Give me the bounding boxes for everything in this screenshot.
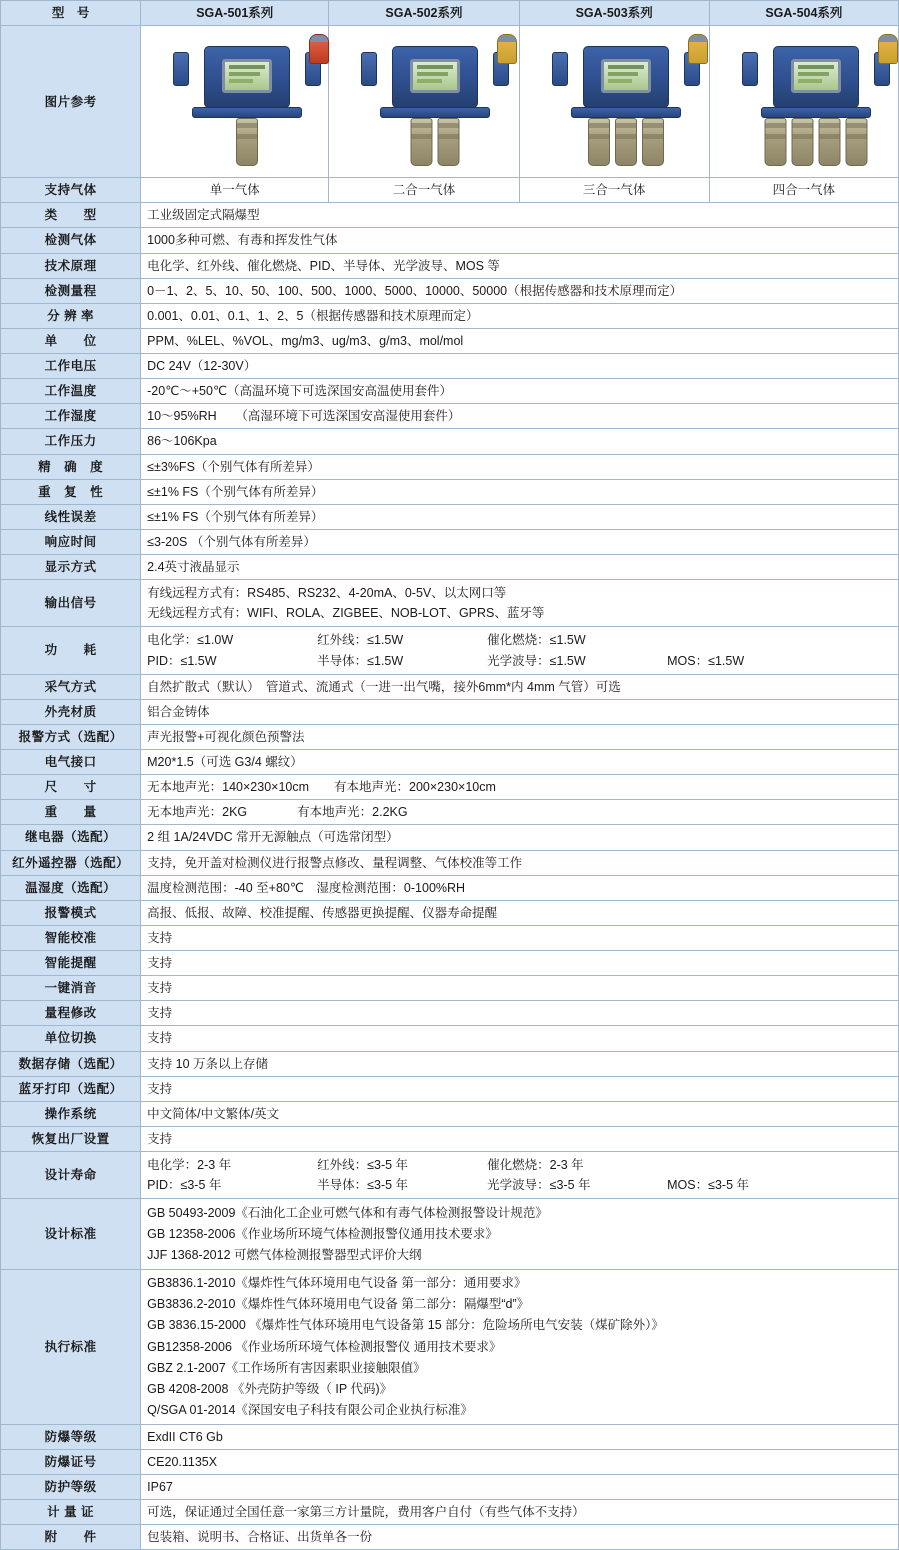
- table-row-one-key-mute: [1, 976, 899, 1001]
- row-value-working-voltage: DC 24V（12-30V）: [141, 354, 899, 379]
- row-label-ir-remote: 红外遥控器（选配）: [1, 850, 141, 875]
- row-value-alarm-mode: 高报、低报、故障、校准提醒、传感器更换提醒、仪器寿命提醒: [141, 900, 899, 925]
- gas-detector-illustration-4: [716, 30, 899, 174]
- gas-detector-illustration-2: [335, 30, 535, 174]
- table-row-range: [1, 278, 899, 303]
- row-value-unit: PPM、%LEL、%VOL、mg/m3、ug/m3、g/m3、mol/mol: [141, 328, 899, 353]
- table-row-sampling: [1, 674, 899, 699]
- row-value-exec-standard: [141, 1269, 899, 1424]
- table-row-unit-switch: [1, 1026, 899, 1051]
- row-value-data-storage: 支持 10 万条以上存储: [141, 1051, 899, 1076]
- lifespan-item-grid: [147, 1155, 892, 1195]
- table-row-design-standard: [1, 1199, 899, 1269]
- row-value-sampling: 自然扩散式（默认） 管道式、流通式（一进一出气嘴，接外6mm*内 4mm 气管）可选: [141, 674, 899, 699]
- table-row-response-time: [1, 529, 899, 554]
- row-value-display: 2.4英寸液晶显示: [141, 555, 899, 580]
- table-row-dimensions: [1, 775, 899, 800]
- row-value-power: [141, 627, 899, 674]
- lcd-screen-icon: [410, 59, 460, 93]
- table-row-smart-reminder: [1, 951, 899, 976]
- housing-flange-left-icon: [742, 52, 758, 86]
- row-value-design-standard: [141, 1199, 899, 1269]
- alarm-lamp-icon: [309, 34, 329, 64]
- row-label-bluetooth-print: 蓝牙打印（选配）: [1, 1076, 141, 1101]
- table-row-factory-reset: [1, 1126, 899, 1151]
- row-label-unit-switch: 单位切换: [1, 1026, 141, 1051]
- row-value-lifespan: [141, 1152, 899, 1199]
- table-row-data-storage: [1, 1051, 899, 1076]
- row-label-sampling: 采气方式: [1, 674, 141, 699]
- table-row-relay: [1, 825, 899, 850]
- power-item-blank: [667, 630, 847, 650]
- row-value-metrology-certificate: 可选，保证通过全国任意一家第三方计量院，费用客户自付（有些气体不支持）: [141, 1499, 899, 1524]
- row-value-accuracy: ≤±3%FS（个别气体有所差异）: [141, 454, 899, 479]
- row-value-output-signal: [141, 580, 899, 627]
- row-label-lifespan: 设计寿命: [1, 1152, 141, 1199]
- table-row-tech-principle: [1, 253, 899, 278]
- row-value-ex-certificate: CE20.1135X: [141, 1449, 899, 1474]
- table-row-electrical-interface: [1, 750, 899, 775]
- power-item-grid: [147, 630, 892, 670]
- housing-flange-left-icon: [361, 52, 377, 86]
- detector-body: [392, 46, 478, 108]
- row-label-type: 类 型: [1, 203, 141, 228]
- row-label-working-humidity: 工作湿度: [1, 404, 141, 429]
- gas-support-value-2: 二合一气体: [329, 178, 519, 203]
- detector-body: [773, 46, 859, 108]
- power-item-electrochemical: 电化学：≤1.0W: [147, 633, 234, 648]
- power-item-mos: MOS：≤1.5W: [667, 653, 745, 668]
- row-label-weight: 重 量: [1, 800, 141, 825]
- table-row-working-temperature: [1, 379, 899, 404]
- output-signal-line-wired: 有线远程方式有：RS485、RS232、4-20mA、0-5V、以太网口等: [147, 586, 507, 601]
- housing-flange-left-icon: [173, 52, 189, 86]
- row-label-design-standard: 设计标准: [1, 1199, 141, 1269]
- lifespan-item-blank: [667, 1155, 847, 1175]
- table-row-images: [1, 26, 899, 178]
- row-label-data-storage: 数据存储（选配）: [1, 1051, 141, 1076]
- table-row-working-pressure: [1, 429, 899, 454]
- model-header-3: SGA-503系列: [519, 1, 709, 26]
- row-value-one-key-mute: 支持: [141, 976, 899, 1001]
- sensor-group-2: [411, 118, 460, 166]
- power-item-semiconductor: 半导体：≤1.5W: [317, 653, 404, 668]
- table-row-ex-rating: [1, 1424, 899, 1449]
- product-image-2: [329, 26, 519, 178]
- table-row-range-modify: [1, 1001, 899, 1026]
- sensor-probe-icon: [818, 118, 840, 166]
- table-row-metrology-certificate: [1, 1499, 899, 1524]
- table-row-accessories: [1, 1525, 899, 1550]
- row-value-working-pressure: 86～106Kpa: [141, 429, 899, 454]
- sensor-probe-icon: [791, 118, 813, 166]
- manifold-bar: [380, 107, 490, 118]
- row-label-image-reference: 图片参考: [1, 26, 141, 178]
- row-value-factory-reset: 支持: [141, 1126, 899, 1151]
- row-label-alarm-mode: 报警模式: [1, 900, 141, 925]
- table-row-exec-standard: [1, 1269, 899, 1424]
- table-row-resolution: [1, 303, 899, 328]
- row-value-working-temperature: -20℃～+50℃（高温环境下可选深国安高温使用套件）: [141, 379, 899, 404]
- table-row-model-header: [1, 1, 899, 26]
- gas-support-value-4: 四合一气体: [709, 178, 898, 203]
- sensor-probe-icon: [845, 118, 867, 166]
- row-label-range-modify: 量程修改: [1, 1001, 141, 1026]
- table-row-ip-rating: [1, 1474, 899, 1499]
- row-value-accessories: 包装箱、说明书、合格证、出货单各一份: [141, 1525, 899, 1550]
- manifold-bar: [571, 107, 681, 118]
- power-item-infrared: 红外线：≤1.5W: [317, 633, 404, 648]
- row-label-ip-rating: 防护等级: [1, 1474, 141, 1499]
- lifespan-item-catalytic: 催化燃烧：2-3 年: [487, 1158, 584, 1172]
- table-row-gas-support: [1, 178, 899, 203]
- row-label-gas-support: 支持气体: [1, 178, 141, 203]
- row-value-bluetooth-print: 支持: [141, 1076, 899, 1101]
- row-label-unit: 单 位: [1, 328, 141, 353]
- alarm-lamp-icon: [878, 34, 898, 64]
- sensor-probe-icon: [764, 118, 786, 166]
- design-standard-line: JJF 1368-2012 可燃气体检测报警器型式评价大纲: [147, 1248, 422, 1262]
- table-row-ir-remote: [1, 850, 899, 875]
- row-value-operating-system: 中文简体/中文繁体/英文: [141, 1101, 899, 1126]
- row-label-power: 功 耗: [1, 627, 141, 674]
- table-row-housing-material: [1, 699, 899, 724]
- row-label-linearity-error: 线性误差: [1, 504, 141, 529]
- row-label-alarm-method: 报警方式（选配）: [1, 724, 141, 749]
- exec-standard-line: GB12358-2006 《作业场所环境气体检测报警仪 通用技术要求》: [147, 1339, 502, 1354]
- row-label-accuracy: 精 确 度: [1, 454, 141, 479]
- table-row-working-voltage: [1, 354, 899, 379]
- row-value-range: 0－1、2、5、10、50、100、500、1000、5000、10000、50000（根据传感器和技术原理而定）: [141, 278, 899, 303]
- table-row-linearity-error: [1, 504, 899, 529]
- table-row-detect-gas: [1, 228, 899, 253]
- table-row-unit: [1, 328, 899, 353]
- row-value-ip-rating: IP67: [141, 1474, 899, 1499]
- row-value-ir-remote: 支持，免开盖对检测仪进行报警点修改、量程调整、气体校准等工作: [141, 850, 899, 875]
- row-label-working-voltage: 工作电压: [1, 354, 141, 379]
- row-label-operating-system: 操作系统: [1, 1101, 141, 1126]
- row-label-metrology-certificate: 计 量 证: [1, 1499, 141, 1524]
- table-row-repeatability: [1, 479, 899, 504]
- row-label-ex-rating: 防爆等级: [1, 1424, 141, 1449]
- row-label-dimensions: 尺 寸: [1, 775, 141, 800]
- product-image-1: [141, 26, 329, 178]
- row-value-resolution: 0.001、0.01、0.1、1、2、5（根据传感器和技术原理而定）: [141, 303, 899, 328]
- sensor-probe-icon: [615, 118, 637, 166]
- row-label-smart-reminder: 智能提醒: [1, 951, 141, 976]
- model-header-1: SGA-501系列: [141, 1, 329, 26]
- gas-support-value-1: 单一气体: [141, 178, 329, 203]
- table-row-accuracy: [1, 454, 899, 479]
- row-value-ex-rating: ExdII CT6 Gb: [141, 1424, 899, 1449]
- gas-detector-illustration-1: [147, 30, 347, 174]
- sensor-probe-icon: [438, 118, 460, 166]
- row-value-alarm-method: 声光报警+可视化颜色预警法: [141, 724, 899, 749]
- lifespan-item-mos: MOS：≤3-5 年: [667, 1178, 750, 1193]
- alarm-lamp-icon: [688, 34, 708, 64]
- row-value-range-modify: 支持: [141, 1001, 899, 1026]
- table-row-operating-system: [1, 1101, 899, 1126]
- row-label-tech-principle: 技术原理: [1, 253, 141, 278]
- row-label-working-pressure: 工作压力: [1, 429, 141, 454]
- table-row-lifespan: [1, 1152, 899, 1199]
- row-value-smart-calibration: 支持: [141, 925, 899, 950]
- sensor-group-4: [764, 118, 867, 166]
- row-value-repeatability: ≤±1% FS（个别气体有所差异）: [141, 479, 899, 504]
- row-value-linearity-error: ≤±1% FS（个别气体有所差异）: [141, 504, 899, 529]
- row-value-electrical-interface: M20*1.5（可选 G3/4 螺纹）: [141, 750, 899, 775]
- row-label-relay: 继电器（选配）: [1, 825, 141, 850]
- lifespan-item-pid: PID：≤3-5 年: [147, 1178, 222, 1193]
- detector-body: [583, 46, 669, 108]
- row-label-factory-reset: 恢复出厂设置: [1, 1126, 141, 1151]
- row-label-one-key-mute: 一键消音: [1, 976, 141, 1001]
- row-value-tech-principle: 电化学、红外线、催化燃烧、PID、半导体、光学波导、MOS 等: [141, 253, 899, 278]
- table-row-power: [1, 627, 899, 674]
- row-label-smart-calibration: 智能校准: [1, 925, 141, 950]
- lifespan-item-infrared: 红外线：≤3-5 年: [317, 1158, 409, 1172]
- row-value-working-humidity: 10～95%RH （高湿环境下可选深国安高湿使用套件）: [141, 404, 899, 429]
- row-value-housing-material: 铝合金铸体: [141, 699, 899, 724]
- row-label-resolution: 分 辨 率: [1, 303, 141, 328]
- design-standard-line: GB 12358-2006《作业场所环境气体检测报警仪通用技术要求》: [147, 1226, 498, 1241]
- row-label-exec-standard: 执行标准: [1, 1269, 141, 1424]
- table-row-working-humidity: [1, 404, 899, 429]
- row-value-response-time: ≤3-20S （个别气体有所差异）: [141, 529, 899, 554]
- exec-standard-line: Q/SGA 01-2014《深国安电子科技有限公司企业执行标准》: [147, 1402, 473, 1417]
- row-label-accessories: 附 件: [1, 1525, 141, 1550]
- row-label-ex-certificate: 防爆证号: [1, 1449, 141, 1474]
- gas-support-value-3: 三合一气体: [519, 178, 709, 203]
- table-row-display: [1, 555, 899, 580]
- row-label-response-time: 响应时间: [1, 529, 141, 554]
- table-row-temp-humidity: [1, 875, 899, 900]
- lcd-screen-icon: [791, 59, 841, 93]
- sensor-group-3: [588, 118, 664, 166]
- sensor-probe-icon: [236, 118, 258, 166]
- product-image-3: [519, 26, 709, 178]
- power-item-catalytic: 催化燃烧：≤1.5W: [487, 633, 586, 648]
- exec-standard-line: GB3836.1-2010《爆炸性气体环境用电气设备 第一部分：通用要求》: [147, 1276, 527, 1291]
- sensor-probe-icon: [642, 118, 664, 166]
- sensor-group-1: [236, 118, 258, 166]
- table-row-bluetooth-print: [1, 1076, 899, 1101]
- exec-standard-line: GBZ 2.1-2007《工作场所有害因素职业接触限值》: [147, 1360, 426, 1375]
- row-label-electrical-interface: 电气接口: [1, 750, 141, 775]
- output-signal-line-wireless: 无线远程方式有：WIFI、ROLA、ZIGBEE、NOB-LOT、GPRS、蓝牙等: [147, 606, 545, 621]
- lcd-screen-icon: [222, 59, 272, 93]
- lifespan-item-optical-waveguide: 光学波导：≤3-5 年: [487, 1178, 591, 1193]
- row-label-range: 检测量程: [1, 278, 141, 303]
- row-value-temp-humidity: 温度检测范围：-40 至+80℃ 湿度检测范围：0-100%RH: [141, 875, 899, 900]
- power-item-pid: PID：≤1.5W: [147, 653, 217, 668]
- model-header-2: SGA-502系列: [329, 1, 519, 26]
- row-label-display: 显示方式: [1, 555, 141, 580]
- detector-body: [204, 46, 290, 108]
- lifespan-item-semiconductor: 半导体：≤3-5 年: [317, 1178, 409, 1193]
- product-image-4: [709, 26, 898, 178]
- sensor-probe-icon: [411, 118, 433, 166]
- row-label-housing-material: 外壳材质: [1, 699, 141, 724]
- housing-flange-left-icon: [552, 52, 568, 86]
- row-value-detect-gas: 1000多种可燃、有毒和挥发性气体: [141, 228, 899, 253]
- row-label-working-temperature: 工作温度: [1, 379, 141, 404]
- table-row-alarm-method: [1, 724, 899, 749]
- gas-detector-illustration-3: [526, 30, 726, 174]
- table-row-alarm-mode: [1, 900, 899, 925]
- row-value-smart-reminder: 支持: [141, 951, 899, 976]
- table-row-weight: [1, 800, 899, 825]
- row-value-unit-switch: 支持: [141, 1026, 899, 1051]
- exec-standard-line: GB 4208-2008 《外壳防护等级（ IP 代码)》: [147, 1381, 393, 1396]
- power-item-optical-waveguide: 光学波导：≤1.5W: [487, 653, 586, 668]
- row-value-relay: 2 组 1A/24VDC 常开无源触点（可选常闭型）: [141, 825, 899, 850]
- exec-standard-line: GB 3836.15-2000 《爆炸性气体环境用电气设备第 15 部分：危险场所电气安装（煤矿除外）》: [147, 1318, 664, 1333]
- row-value-dimensions: 无本地声光：140×230×10cm 有本地声光：200×230×10cm: [141, 775, 899, 800]
- row-value-weight: 无本地声光：2KG 有本地声光：2.2KG: [141, 800, 899, 825]
- sensor-probe-icon: [588, 118, 610, 166]
- model-header-4: SGA-504系列: [709, 1, 898, 26]
- row-label-model: 型 号: [1, 1, 141, 26]
- design-standard-line: GB 50493-2009《石油化工企业可燃气体和有毒气体检测报警设计规范》: [147, 1205, 548, 1220]
- manifold-bar: [761, 107, 871, 118]
- table-row-output-signal: [1, 580, 899, 627]
- row-label-temp-humidity: 温湿度（选配）: [1, 875, 141, 900]
- row-label-output-signal: 输出信号: [1, 580, 141, 627]
- manifold-bar: [192, 107, 302, 118]
- table-row-ex-certificate: [1, 1449, 899, 1474]
- exec-standard-line: GB3836.2-2010《爆炸性气体环境用电气设备 第二部分：隔爆型“d”》: [147, 1297, 530, 1312]
- row-value-type: 工业级固定式隔爆型: [141, 203, 899, 228]
- lifespan-item-electrochemical: 电化学：2-3 年: [147, 1158, 232, 1172]
- table-row-smart-calibration: [1, 925, 899, 950]
- table-row-type: [1, 203, 899, 228]
- row-label-repeatability: 重 复 性: [1, 479, 141, 504]
- alarm-lamp-icon: [497, 34, 517, 64]
- lcd-screen-icon: [601, 59, 651, 93]
- row-label-detect-gas: 检测气体: [1, 228, 141, 253]
